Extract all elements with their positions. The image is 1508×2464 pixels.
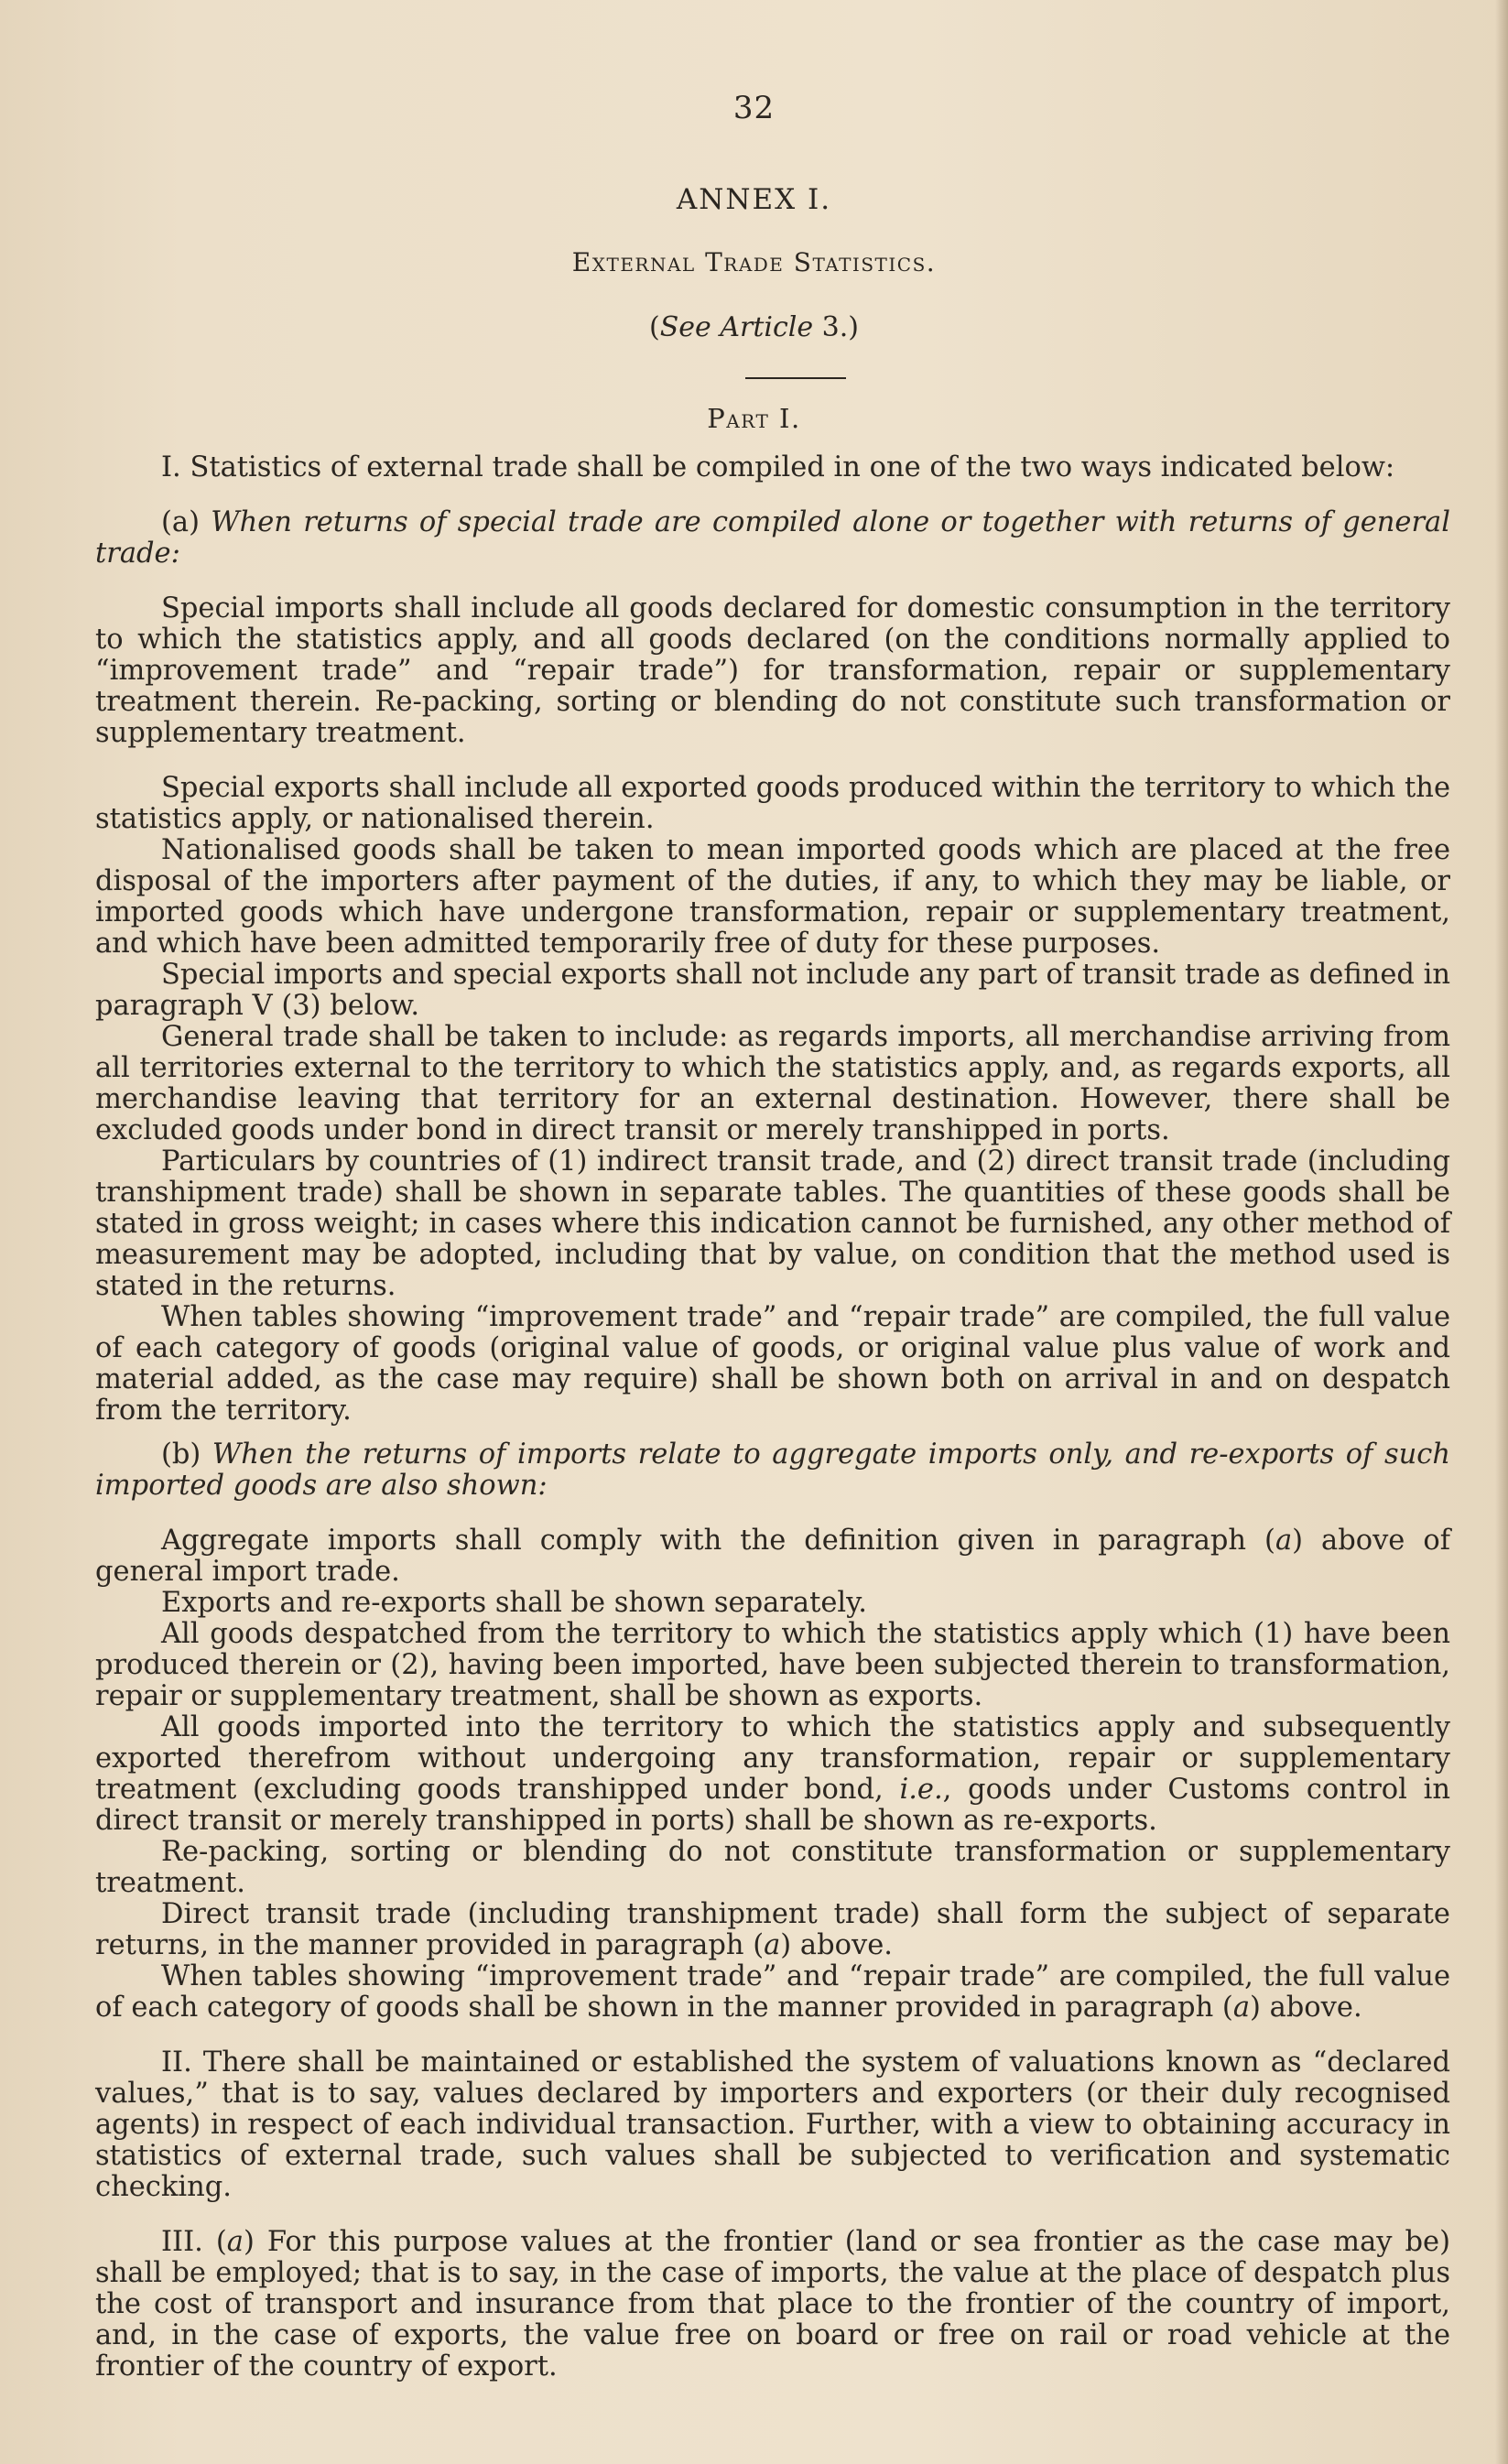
p9-post: ) above of general import trade. [95,1525,1450,1588]
paragraph-exports-reexports: Exports and re-exports shall be shown separately. [161,1587,868,1619]
part-title: Part I. [707,403,801,434]
p15-pre: When tables showing “improvement trade” and “repair trade” are compiled, the full value of each category of goods shall be shown in the manner provided in paragraph ( [95,1960,1450,2024]
paragraph-frontier-values [95,2227,1450,2383]
body-text [95,452,1450,2383]
section-divider [745,377,846,379]
p17-post: ) For this purpose values at the frontier (land or sea frontier as the case may be) shall be employed; that is to say, in the case of imports, the value at the place of despatch plus the cost of transport and insurance from that place to the frontier of the country of import, and, in the case of exports, the value free on board or free on rail or road vehicle at the frontier of the country of export. [95,2226,1451,2383]
paragraph-declared-values: II. There shall be maintained or established the system of valuations known as “declared values,” that is to say, values declared by importers and exporters (or their duly recognised agents) in respect of each individual transaction. Further, with a view to obtaining accuracy in statistics of external trade, such values shall be subjected to verification and systematic checking. [95,2046,1450,2203]
paragraph-particulars: Particulars by countries of (1) indirect transit trade, and (2) direct transit trade (including transhipment trade) shall be shown in separate tables. The quantities of these goods shall be stated in gross weight; in cases where this indication cannot be furnished, any other method of measurement may be adopted, including that by value, on condition that the method used is stated in the returns. [95,1145,1450,1302]
annex-reference [0,311,1508,343]
reference-prefix: ( [649,311,660,343]
paragraph-general-trade: General trade shall be taken to include: as regards imports, all merchandise arriving from all territories external to the territory to which the statistics apply, and, as regards exports, all merchandise leaving that territory for an external destination. However, there shall be excluded goods under bond in direct transit or merely transhipped in ports. [95,1021,1450,1146]
p9-pre: Aggregate imports shall comply with the definition given in paragraph ( [161,1525,1275,1557]
p12-ie: i.e. [899,1774,943,1806]
paragraph-transit-exclusion: Special imports and special exports shall not include any part of transit trade as defined in paragraph V (3) below. [95,959,1450,1022]
reference-italic: See Article [659,311,814,343]
paragraph-nationalised-goods: Nationalised goods shall be taken to mean imported goods which are placed at the free disposal of the importers after payment of the duties, if any, to which they may be liable, or imported goods which have undergone transformation, repair or supplementary treatment, and which have been admitted temporarily free of duty for these purposes. [95,834,1450,960]
paragraph-1: I. Statistics of external trade shall be compiled in one of the two ways indicated below: [161,451,1395,483]
reference-suffix: 3.) [813,311,859,343]
paragraph-direct-transit [95,1899,1450,1961]
p14-a: a [764,1929,781,1961]
paragraph-reexports [95,1712,1450,1837]
subheading-a [95,507,1450,570]
p12-post: , goods under Customs control in direct transit or merely transhipped in ports) shall be shown as re-exports. [95,1774,1450,1837]
paragraph-aggregate-imports [95,1525,1450,1588]
p15-post: ) above. [1250,1992,1362,2024]
p12-pre: All goods imported into the territory to which the statistics apply and subsequently exported therefrom without undergoing any transformation, repair or supplementary treatment (excluding goods transhipped under bond, [95,1711,1450,1806]
page-number: 32 [732,90,776,126]
paragraph-improvement-trade: When tables showing “improvement trade” and “repair trade” are compiled, the full value of each category of goods (original value of goods, or original value plus value of work and material added, as the case may require) shall be shown both on arrival in and on despatch from the territory. [95,1301,1450,1427]
p17-pre: III. ( [161,2226,227,2258]
paragraph-tables-full-value [95,1961,1450,2024]
subheading-a-text: When returns of special trade are compiled alone or together with returns of general trade: [95,506,1450,570]
p15-a: a [1232,1992,1250,2024]
paragraph-special-imports: Special imports shall include all goods declared for domestic consumption in the territory to which the statistics apply, and all goods declared (on the conditions normally applied to “improvement trade” and “repair trade”) for transformation, repair or supplementary treatment therein. Re-packing, sorting or blending do not constitute such transformation or supplementary treatment. [95,592,1450,749]
paragraph-repacking: Re-packing, sorting or blending do not constitute transformation or supplementary treatment. [95,1836,1450,1899]
page-edge-shadow [1495,0,1508,2464]
p14-pre: Direct transit trade (including transhipment trade) shall form the subject of separate returns, in the manner provided in paragraph ( [95,1898,1450,1961]
p17-a: a [226,2226,244,2258]
annex-subtitle: External Trade Statistics. [571,247,937,277]
annex-title: ANNEX I. [676,183,832,216]
p14-post: ) above. [780,1929,893,1961]
subheading-a-label: (a) [161,506,200,538]
subheading-b-label: (b) [161,1438,201,1471]
subheading-b-text: When the returns of imports relate to aggregate imports only, and re-exports of such imported goods are also shown: [95,1438,1450,1502]
paragraph-special-exports: Special exports shall include all exported goods produced within the territory to which the statistics apply, or nationalised therein. [95,772,1450,835]
paragraph-goods-despatched: All goods despatched from the territory to which the statistics apply which (1) have been produced therein or (2), having been imported, have been subjected therein to transformation, repair or supplementary treatment, shall be shown as exports. [95,1618,1450,1712]
p9-a: a [1275,1525,1293,1557]
subheading-b [95,1439,1450,1502]
